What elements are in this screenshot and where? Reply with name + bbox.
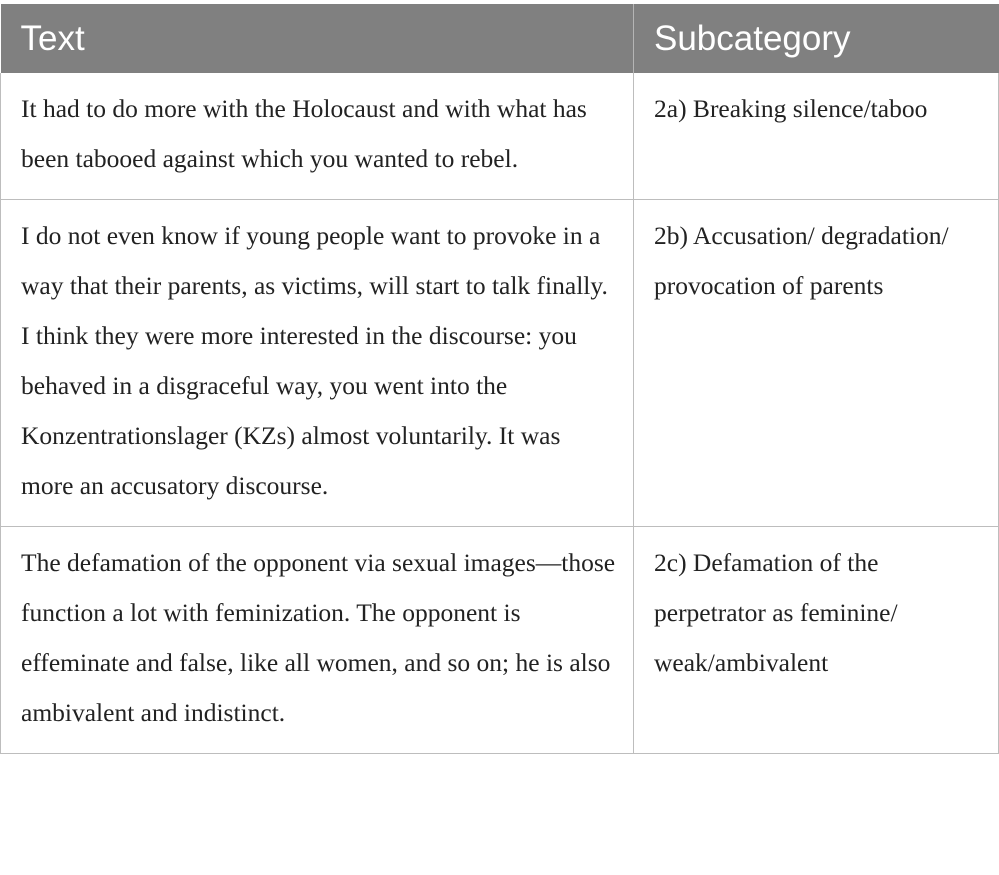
quotes-table <box>0 4 999 754</box>
header-row <box>1 4 999 73</box>
table-row <box>1 200 999 527</box>
table-header <box>1 4 999 73</box>
header-subcategory: Subcategory <box>634 4 999 73</box>
subcategory-cell: 2a) Breaking silence/taboo <box>634 73 999 200</box>
table-row <box>1 527 999 754</box>
subcategory-cell: 2c) Defamation of the perpetrator as feminine/ weak/ambivalent <box>634 527 999 754</box>
header-text: Text <box>1 4 634 73</box>
text-cell: It had to do more with the Holocaust and with what has been tabooed against which you wanted to rebel. <box>1 73 634 200</box>
text-cell: The defamation of the opponent via sexual images—those function a lot with feminization. The opponent is effeminate and false, like all women, and so on; he is also ambivalent and indistinct. <box>1 527 634 754</box>
subcategory-cell: 2b) Accusation/ degradation/ provocation of parents <box>634 200 999 527</box>
table-body <box>1 73 999 754</box>
text-cell: I do not even know if young people want to provoke in a way that their parents, as victims, will start to talk finally. I think they were more interested in the discourse: you behaved in a disgraceful way, you went into the Konzentrationslager (KZs) almost voluntarily. It was more an accusatory discourse. <box>1 200 634 527</box>
table-row <box>1 73 999 200</box>
